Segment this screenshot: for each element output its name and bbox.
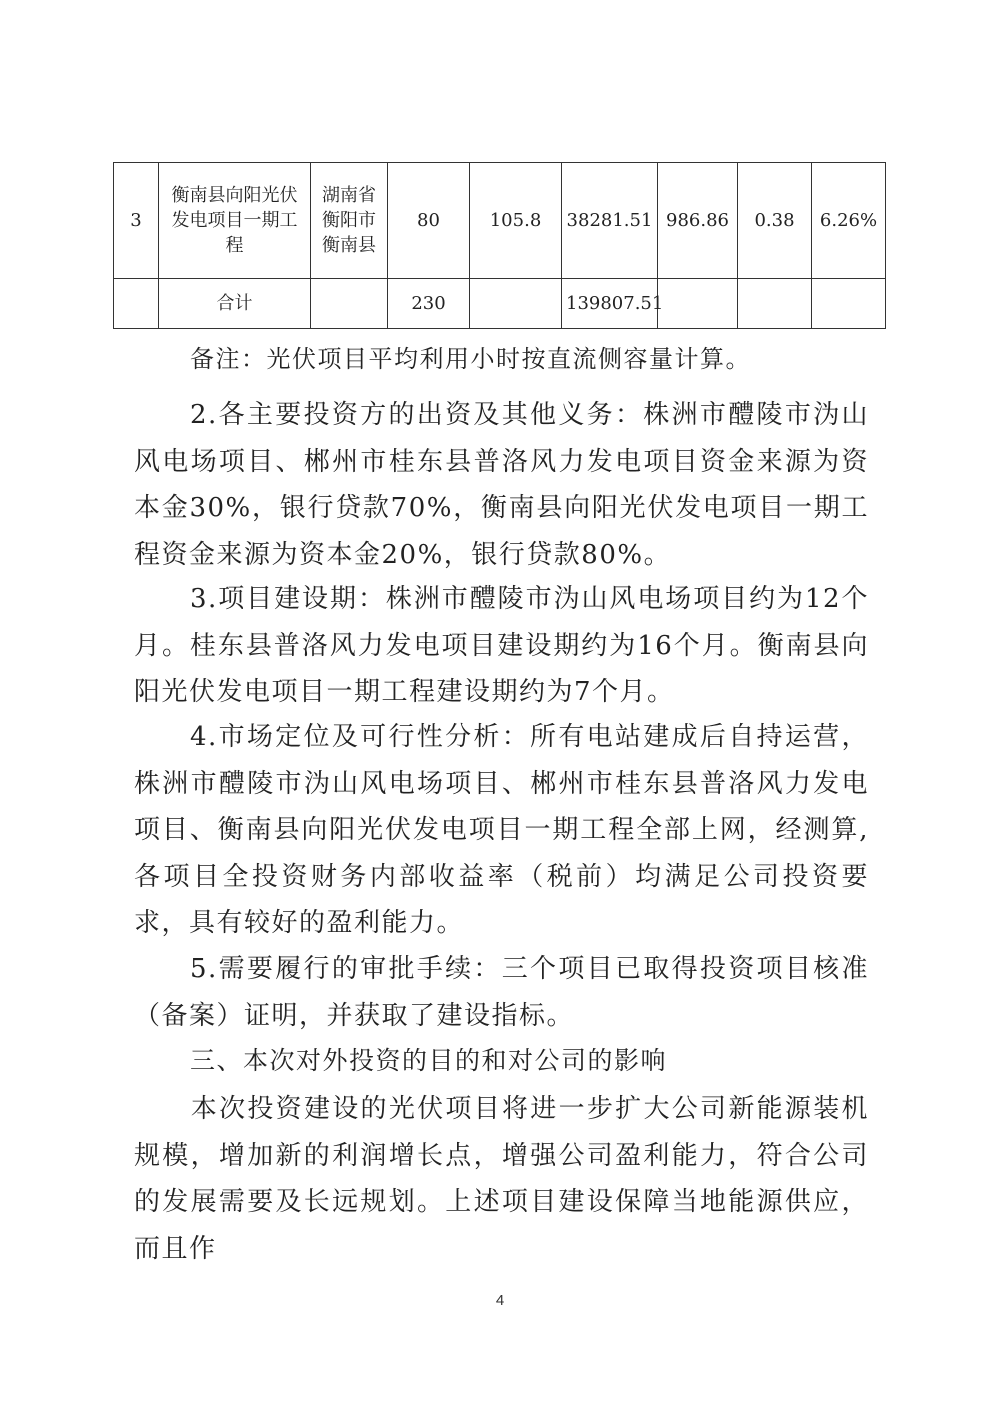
empty-cell <box>114 279 159 329</box>
empty-cell <box>738 279 812 329</box>
row-number: 3 <box>114 163 159 279</box>
total-investment: 139807.51 <box>562 279 658 329</box>
paragraph-investor-obligations: 2.各主要投资方的出资及其他义务：株洲市醴陵市沩山风电场项目、郴州市桂东县普洛风力发电项目资金来源为资本金30%，银行贷款70%，衡南县向阳光伏发电项目一期工程资金来源为资本金20%，银行贷款80%。 <box>134 400 869 570</box>
paragraph-market-analysis: 4.市场定位及可行性分析：所有电站建成后自持运营，株洲市醴陵市沩山风电场项目、郴州市桂东县普洛风力发电项目、衡南县向阳光伏发电项目一期工程全部上网，经测算,各项目全投资财务内部收益率（税前）均满足公司投资要求，具有较好的盈利能力。 <box>134 722 869 938</box>
paragraph-investment-purpose: 本次投资建设的光伏项目将进一步扩大公司新能源装机规模，增加新的利润增长点，增强公司盈利能力，符合公司的发展需要及长远规划。上述项目建设保障当地能源供应，而且作 <box>134 1094 869 1264</box>
empty-cell <box>470 279 562 329</box>
investment-cell: 38281.51 <box>562 163 658 279</box>
total-label: 合计 <box>159 279 311 329</box>
paragraph-construction-period: 3.项目建设期：株洲市醴陵市沩山风电场项目约为12个月。桂东县普洛风力发电项目建设期约为16个月。衡南县向阳光伏发电项目一期工程建设期约为7个月。 <box>134 584 869 707</box>
rate-cell: 6.26% <box>812 163 886 279</box>
table-total-row <box>114 279 886 329</box>
hours-cell: 105.8 <box>470 163 562 279</box>
value-cell: 986.86 <box>658 163 738 279</box>
total-capacity: 230 <box>388 279 470 329</box>
table-row <box>114 163 886 279</box>
empty-cell <box>812 279 886 329</box>
project-location: 湖南省衡阳市衡南县 <box>311 163 388 279</box>
price-cell: 0.38 <box>738 163 812 279</box>
project-name: 衡南县向阳光伏发电项目一期工程 <box>159 163 311 279</box>
empty-cell <box>311 279 388 329</box>
section-heading: 三、本次对外投资的目的和对公司的影响 <box>190 1046 668 1075</box>
table-note: 备注：光伏项目平均利用小时按直流侧容量计算。 <box>190 345 751 373</box>
empty-cell <box>658 279 738 329</box>
paragraph-approval-procedures: 5.需要履行的审批手续：三个项目已取得投资项目核准（备案）证明，并获取了建设指标。 <box>134 954 869 1031</box>
capacity-cell: 80 <box>388 163 470 279</box>
investment-table <box>113 162 886 329</box>
page-number: 4 <box>495 1292 505 1309</box>
